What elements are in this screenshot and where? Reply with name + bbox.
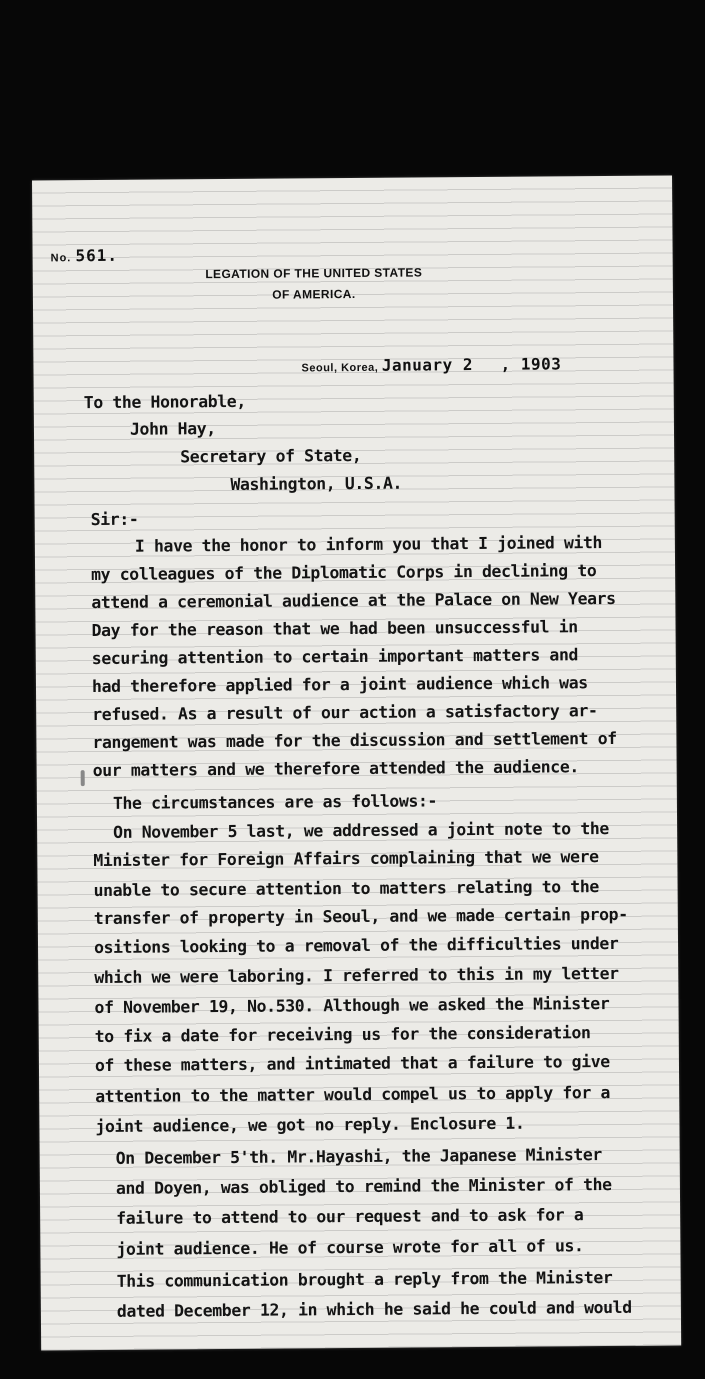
body-line: our matters and we therefore attended the audience. bbox=[92, 757, 579, 781]
body-line: attention to the matter would compel us to apply for a bbox=[95, 1083, 611, 1107]
body-line: dated December 12, in which he said he could and would bbox=[116, 1297, 632, 1321]
body-line: securing attention to certain important matters and bbox=[91, 645, 579, 669]
letterhead-line-2: OF AMERICA. bbox=[272, 286, 356, 302]
body-line: Minister for Foreign Affairs complaining that we were bbox=[93, 847, 599, 871]
body-line: joint audience, we got no reply. Enclosure 1. bbox=[95, 1113, 525, 1137]
body-line: Day for the reason that we had been unsuccessful in bbox=[91, 617, 578, 641]
dateline-date: January 2 bbox=[381, 355, 474, 375]
body-line: to fix a date for receiving us for the consideration bbox=[94, 1023, 591, 1047]
body-line: On December 5'th. Mr.Hayashi, the Japanese Minister bbox=[115, 1145, 602, 1168]
body-line: I have the honor to inform you that I joined with bbox=[134, 533, 603, 556]
dateline bbox=[301, 354, 561, 375]
margin-mark bbox=[81, 770, 85, 786]
letterhead-line-1: LEGATION OF THE UNITED STATES bbox=[205, 265, 423, 282]
body-line: of these matters, and intimated that a failure to give bbox=[94, 1052, 610, 1076]
dateline-year: , 1903 bbox=[500, 354, 562, 374]
body-line: unable to secure attention to matters relating to the bbox=[93, 877, 599, 901]
body-line: failure to attend to our request and to ask for a bbox=[116, 1205, 584, 1228]
body-line: my colleagues of the Diplomatic Corps in declining to bbox=[91, 561, 597, 585]
despatch-number bbox=[51, 246, 118, 266]
address-line: Washington, U.S.A. bbox=[230, 473, 403, 494]
address-line: Secretary of State, bbox=[180, 445, 362, 467]
body-line: On November 5 last, we addressed a joint note to the bbox=[113, 819, 609, 842]
address-line: John Hay, bbox=[129, 419, 216, 439]
body-line: transfer of property in Seoul, and we made certain prop- bbox=[93, 904, 628, 929]
body-line: joint audience. He of course wrote for all of us. bbox=[116, 1236, 584, 1259]
letter-page bbox=[32, 175, 681, 1350]
body-line: refused. As a result of our action a satisfactory ar- bbox=[92, 701, 598, 725]
body-line: of November 19, No.530. Although we asked the Minister bbox=[94, 994, 610, 1018]
despatch-number-label: No. bbox=[50, 252, 72, 265]
body-line: had therefore applied for a joint audience which was bbox=[91, 673, 588, 697]
salutation: Sir:- bbox=[90, 509, 139, 530]
despatch-number-value: 561. bbox=[75, 245, 119, 266]
body-line: which we were laboring. I referred to this in my letter bbox=[94, 963, 619, 988]
body-line: The circumstances are as follows:- bbox=[112, 791, 438, 813]
address-line: To the Honorable, bbox=[83, 391, 246, 413]
body-line: rangement was made for the discussion and settlement of bbox=[92, 728, 617, 753]
body-line: This communication brought a reply from the Minister bbox=[116, 1267, 613, 1291]
body-line: attend a ceremonial audience at the Palace on New Years bbox=[91, 588, 616, 613]
dateline-place: Seoul, Korea, bbox=[301, 361, 379, 375]
body-line: ositions looking to a removal of the difficulties under bbox=[93, 933, 619, 958]
body-line: and Doyen, was obliged to remind the Minister of the bbox=[115, 1174, 612, 1198]
